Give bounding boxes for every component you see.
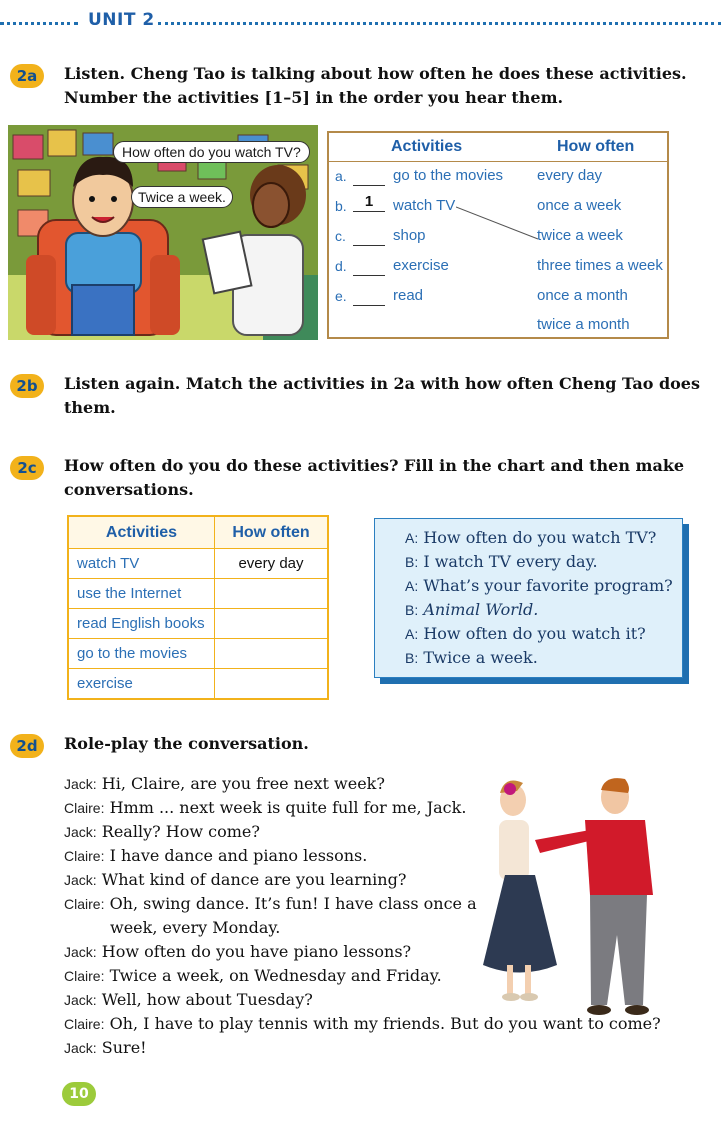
conv-speaker: B: — [405, 554, 419, 570]
chart-header-how-often: How often — [215, 516, 329, 549]
table-row — [68, 669, 328, 700]
speech-bubble-answer: Twice a week. — [131, 186, 233, 208]
header-dots-left — [0, 22, 78, 25]
dialogue-line — [64, 1012, 661, 1036]
conv-speaker: A: — [405, 530, 419, 546]
conv-text: What’s your favorite program? — [423, 576, 673, 595]
conv-line — [405, 598, 673, 622]
dialogue-line — [64, 796, 661, 820]
dialogue-speaker: Claire: — [64, 896, 105, 912]
instruction-2a — [64, 62, 687, 110]
conv-text: How often do you watch it? — [423, 624, 646, 643]
activity-blank-e[interactable] — [353, 287, 385, 306]
conv-speaker: A: — [405, 626, 419, 642]
conv-line — [405, 646, 673, 670]
activity-letter-c: c. — [335, 228, 346, 244]
col-header-activities: Activities — [391, 138, 463, 155]
conv-line — [405, 550, 673, 574]
dialogue-line — [64, 916, 661, 940]
dialogue-text: Hmm ... next week is quite full for me, Jack. — [109, 798, 467, 817]
frequency-2: once a week — [537, 197, 622, 214]
activity-letter-e: e. — [335, 288, 347, 304]
dialogue-speaker: Jack: — [64, 992, 97, 1008]
instruction-2d: Role-play the conversation. — [64, 734, 309, 753]
page-number: 10 — [62, 1082, 96, 1106]
conv-speaker: B: — [405, 602, 419, 618]
chart-often-input[interactable] — [215, 579, 329, 609]
dialogue-line — [64, 892, 661, 916]
dialogue-speaker: Jack: — [64, 944, 97, 960]
activity-blank-c[interactable] — [353, 227, 385, 246]
chart-often-input[interactable] — [215, 669, 329, 700]
instruction-2b-line2: them. — [64, 398, 116, 417]
chart-often-input[interactable] — [215, 609, 329, 639]
badge-2a: 2a — [10, 64, 44, 88]
dialogue-text: Oh, I have to play tennis with my friends. But do you want to come? — [109, 1014, 661, 1033]
chart-activity: read English books — [68, 609, 215, 639]
chart-activity: watch TV — [68, 549, 215, 579]
col-header-how-often: How often — [557, 138, 635, 155]
activity-letter-a: a. — [335, 168, 347, 184]
frequency-5: once a month — [537, 287, 628, 304]
table-row — [68, 549, 328, 579]
match-line — [456, 205, 546, 245]
dialogue-text: What kind of dance are you learning? — [101, 870, 407, 889]
role-play-dialogue — [64, 772, 661, 1060]
frequency-4: three times a week — [537, 257, 663, 274]
conv-text: How often do you watch TV? — [423, 528, 657, 547]
dialogue-text: Twice a week, on Wednesday and Friday. — [109, 966, 442, 985]
instruction-2c-line1: How often do you do these activities? Fill in the chart and then make — [64, 456, 685, 475]
conv-text: I watch TV every day. — [423, 552, 598, 571]
dialogue-line — [64, 820, 661, 844]
instruction-2a-line2: Number the activities [1–5] in the order you hear them. — [64, 88, 564, 107]
dialogue-speaker: Jack: — [64, 872, 97, 888]
instruction-2b — [64, 372, 700, 420]
activity-chart-2c — [67, 515, 329, 700]
chart-activity: use the Internet — [68, 579, 215, 609]
dialogue-text: How often do you have piano lessons? — [101, 942, 412, 961]
table-row — [68, 579, 328, 609]
dialogue-speaker: Claire: — [64, 968, 105, 984]
activity-letter-d: d. — [335, 258, 347, 274]
instruction-2c — [64, 454, 684, 502]
conversation-lines — [405, 526, 673, 670]
conv-speaker: A: — [405, 578, 419, 594]
dialogue-text: I have dance and piano lessons. — [109, 846, 368, 865]
chart-activity: exercise — [68, 669, 215, 700]
header-dots-right — [158, 22, 721, 25]
activity-name-b: watch TV — [393, 197, 456, 214]
dialogue-text: Really? How come? — [101, 822, 260, 841]
dialogue-text: Well, how about Tuesday? — [101, 990, 313, 1009]
chart-header-activities: Activities — [68, 516, 215, 549]
frequency-1: every day — [537, 167, 603, 184]
activity-name-a: go to the movies — [393, 167, 504, 184]
dialogue-text: Oh, swing dance. It’s fun! I have class once a — [109, 894, 477, 913]
instruction-2a-line1: Listen. Cheng Tao is talking about how often he does these activities. — [64, 64, 687, 83]
badge-2c: 2c — [10, 456, 44, 480]
dialogue-line — [64, 1036, 661, 1060]
activity-blank-d[interactable] — [353, 257, 385, 276]
activity-blank-b[interactable]: 1 — [353, 193, 385, 212]
dialogue-speaker: Jack: — [64, 1040, 97, 1056]
conv-line — [405, 574, 673, 598]
instruction-2c-line2: conversations. — [64, 480, 194, 499]
dialogue-line — [64, 988, 661, 1012]
header-rule — [329, 161, 667, 162]
activity-blank-a[interactable] — [353, 167, 385, 186]
frequency-3: twice a week — [537, 227, 623, 244]
frequency-6: twice a month — [537, 316, 630, 333]
badge-2b: 2b — [10, 374, 44, 398]
speech-bubble-question: How often do you watch TV? — [113, 141, 310, 163]
activity-letter-b: b. — [335, 198, 347, 214]
instruction-2b-line1: Listen again. Match the activities in 2a with how often Cheng Tao does — [64, 374, 700, 393]
conv-line — [405, 526, 673, 550]
activity-name-e: read — [393, 287, 424, 304]
chart-often-input[interactable]: every day — [215, 549, 329, 579]
conv-text: Animal World. — [423, 600, 539, 619]
dialogue-text: week, every Monday. — [110, 918, 281, 937]
dialogue-speaker: Jack: — [64, 824, 97, 840]
activity-name-c: shop — [393, 227, 426, 244]
dialogue-speaker: Claire: — [64, 1016, 105, 1032]
dialogue-text: Sure! — [101, 1038, 147, 1057]
dialogue-speaker: Jack: — [64, 776, 97, 792]
dialogue-speaker: Claire: — [64, 848, 105, 864]
badge-2d: 2d — [10, 734, 44, 758]
dialogue-line — [64, 772, 661, 796]
chart-often-input[interactable] — [215, 639, 329, 669]
chart-activity: go to the movies — [68, 639, 215, 669]
dialogue-line — [64, 940, 661, 964]
conv-speaker: B: — [405, 650, 419, 666]
sample-conversation-box — [374, 518, 683, 678]
dialogue-text: Hi, Claire, are you free next week? — [101, 774, 385, 793]
dialogue-line — [64, 868, 661, 892]
dialogue-line — [64, 964, 661, 988]
dialogue-line — [64, 844, 661, 868]
dialogue-speaker: Claire: — [64, 800, 105, 816]
conv-line — [405, 622, 673, 646]
table-row — [68, 639, 328, 669]
activity-name-d: exercise — [393, 257, 449, 274]
table-row — [68, 609, 328, 639]
conv-text: Twice a week. — [423, 648, 538, 667]
unit-title: UNIT 2 — [88, 10, 155, 30]
